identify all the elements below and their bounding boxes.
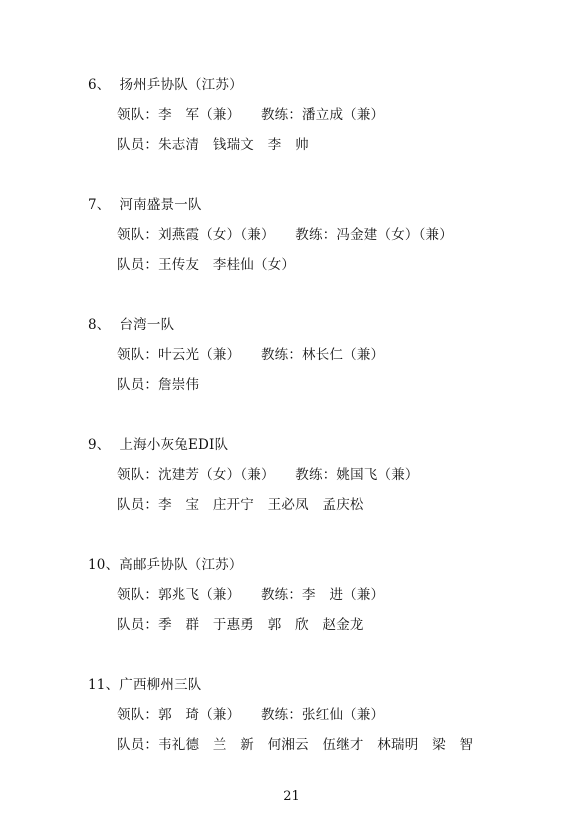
team-members: 队员：韦礼德 兰 新 何湘云 伍继才 林瑞明 梁 智	[117, 737, 474, 753]
team-members: 队员：季 群 于惠勇 郭 欣 赵金龙	[117, 617, 364, 633]
team-leaders: 领队：叶云光（兼） 教练：林长仁（兼）	[117, 347, 385, 363]
team-members: 队员：王传友 李桂仙（女）	[117, 257, 296, 273]
team-heading: 7、 河南盛景一队	[88, 197, 202, 213]
team-heading: 8、 台湾一队	[88, 317, 175, 333]
team-heading: 9、 上海小灰兔EDI队	[88, 437, 229, 453]
team-heading: 6、 扬州乒协队（江苏）	[88, 77, 243, 93]
team-members: 队员：朱志清 钱瑞文 李 帅	[117, 137, 309, 153]
team-leaders: 领队：郭 琦（兼） 教练：张红仙（兼）	[117, 707, 385, 723]
team-leaders: 领队：郭兆飞（兼） 教练：李 进（兼）	[117, 587, 385, 603]
team-members: 队员：詹崇伟	[117, 377, 200, 393]
team-members: 队员：李 宝 庄开宁 王必凤 孟庆松	[117, 497, 364, 513]
team-leaders: 领队：刘燕霞（女）（兼） 教练：冯金建（女）（兼）	[117, 227, 453, 243]
team-leaders: 领队：沈建芳（女）（兼） 教练：姚国飞（兼）	[117, 467, 419, 483]
team-heading: 10、高邮乒协队（江苏）	[88, 557, 243, 573]
team-leaders: 领队：李 军（兼） 教练：潘立成（兼）	[117, 107, 385, 123]
page-number: 21	[283, 789, 300, 804]
team-heading: 11、广西柳州三队	[88, 677, 202, 693]
